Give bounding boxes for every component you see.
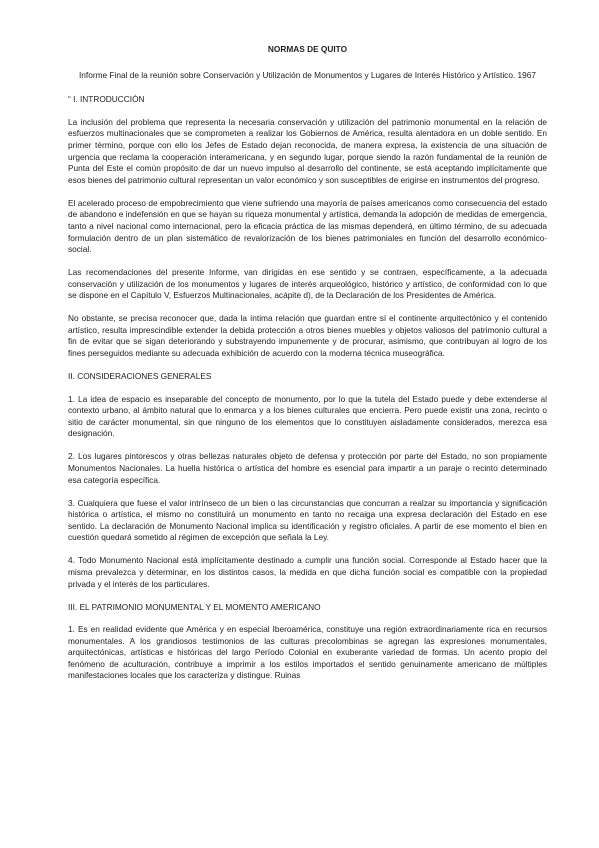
numbered-paragraph: 4. Todo Monumento Nacional está implícitamente destinado a cumplir una función social. Corresponde al Estado hacer que la misma prevalezca y determinar, en los distintos casos, la medida en que dicha función social es compatible con la propiedad privada y el interés de los particulares. (68, 555, 547, 589)
paragraph: El acelerado proceso de empobrecimiento que viene sufriendo una mayoría de países americanos como consecuencia del estado de abandono e indefensión en que se hayan su riqueza monumental y artística, demanda la adopción de medidas de emergencia, tanto a nivel nacional como internacional, pero la eficacia práctica de las mismas dependerá, en último término, de su adecuada formulación dentro de un plan sistemático de revalorización de los bienes patrimoniales en función del desarrollo económico-social. (68, 197, 547, 255)
section-patrimonio-monumental (68, 602, 547, 683)
numbered-paragraph: 2. Los lugares pintorescos y otras bellezas naturales objeto de defensa y protección por parte del Estado, no son propiamente Monumentos Nacionales. La huella histórica o artística del hombre es esencial para impartir a un paraje o recinto determinado esa categoría específica. (68, 451, 547, 485)
section-heading: “ I. INTRODUCCIÓN (68, 94, 145, 105)
paragraph: No obstante, se precisa reconocer que, dada la íntima relación que guardan entre sí el continente arquitectónico y el contenido artístico, resulta imprescindible extender la debida protección a otros bienes muebles y objetos valiosos del patrimonio cultural a fin de evitar que se sigan deteriorando y substrayendo impunemente y de procurar, asimismo, que contribuyan al logro de los fines perseguidos mediante su adecuada exhibición de acuerdo con la moderna técnica museográfica. (68, 313, 547, 359)
section-heading: II. CONSIDERACIONES GENERALES (68, 371, 212, 382)
paragraph: Las recomendaciones del presente Informe, van dirigidas en ese sentido y se contraen, específicamente, a la adecuada conservación y utilización de los monumentos y lugares de interés arqueológico, histórico y artístico, de conformidad con lo que se dispone en el Capítulo V, Esfuerzos Multinacionales, acápite d), de la Declaración de los Presidentes de América. (68, 267, 547, 301)
paragraph: La inclusión del problema que representa la necesaria conservación y utilización del patrimonio monumental en la relación de esfuerzos multinacionales que se comprometen a realizar los Gobiernos de América, resulta alentadora en un doble sentido. En primer término, porque con ello los Jefes de Estado dejan reconocida, de manera expresa, la existencia de una situación de urgencia que reclama la cooperación interamericana, y en segundo lugar, porque siendo la razón fundamental de la reunión de Punta del Este el común propósito de dar un nuevo impulso al desarrollo del continente, se está aceptando implícitamente que esos bienes del patrimonio cultural representan un valor económico y son susceptibles de erigirse en instrumentos del progreso. (68, 116, 547, 185)
numbered-paragraph: 3. Cualquiera que fuese el valor intrínseco de un bien o las circunstancias que concurran a realzar su importancia y significación histórica o artística, el mismo no constituirá un monumento en tanto no recaiga una expresa declaración del Estado en ese sentido. La declaración de Monumento Nacional implica su identificación y registro oficiales. A partir de ese momento el bien en cuestión quedará sometido al régimen de excepción que señala la Ley. (68, 497, 547, 543)
section-consideraciones-generales (68, 371, 547, 590)
section-introduccion (68, 94, 547, 359)
document-title: NORMAS DE QUITO (267, 44, 348, 54)
section-heading: III. EL PATRIMONIO MONUMENTAL Y EL MOMENTO AMERICANO (68, 601, 321, 612)
numbered-paragraph: 1. La idea de espacio es inseparable del concepto de monumento, por lo que la tutela del Estado puede y debe extenderse al contexto urbano, al ámbito natural que lo enmarca y a los bienes culturales que encierra. Pero puede existir una zona, recinto o sitio de carácter monumental, sin que ninguno de los elementos que lo constituyen aisladamente considerados, merezca esa designación. (68, 393, 547, 439)
numbered-paragraph: 1. Es en realidad evidente que América y en especial Iberoamérica, constituye una región extraordinariamente rica en recursos monumentales. A los grandiosos testimonios de las culturas precolombinas se agregan las expresiones monumentales, arquitectónicas, artísticas e históricas del largo Período Colonial en exuberante variedad de formas. Un acento propio del fenómeno de aculturación, contribuye a imprimir a los estilos importados el sentido genuinamente americano de múltiples manifestaciones locales que los caracteriza y distingue. Ruinas (68, 624, 547, 681)
document-subtitle: Informe Final de la reunión sobre Conservación y Utilización de Monumentos y Lugares de Interés Histórico y Artístico. 1967 (78, 69, 537, 80)
